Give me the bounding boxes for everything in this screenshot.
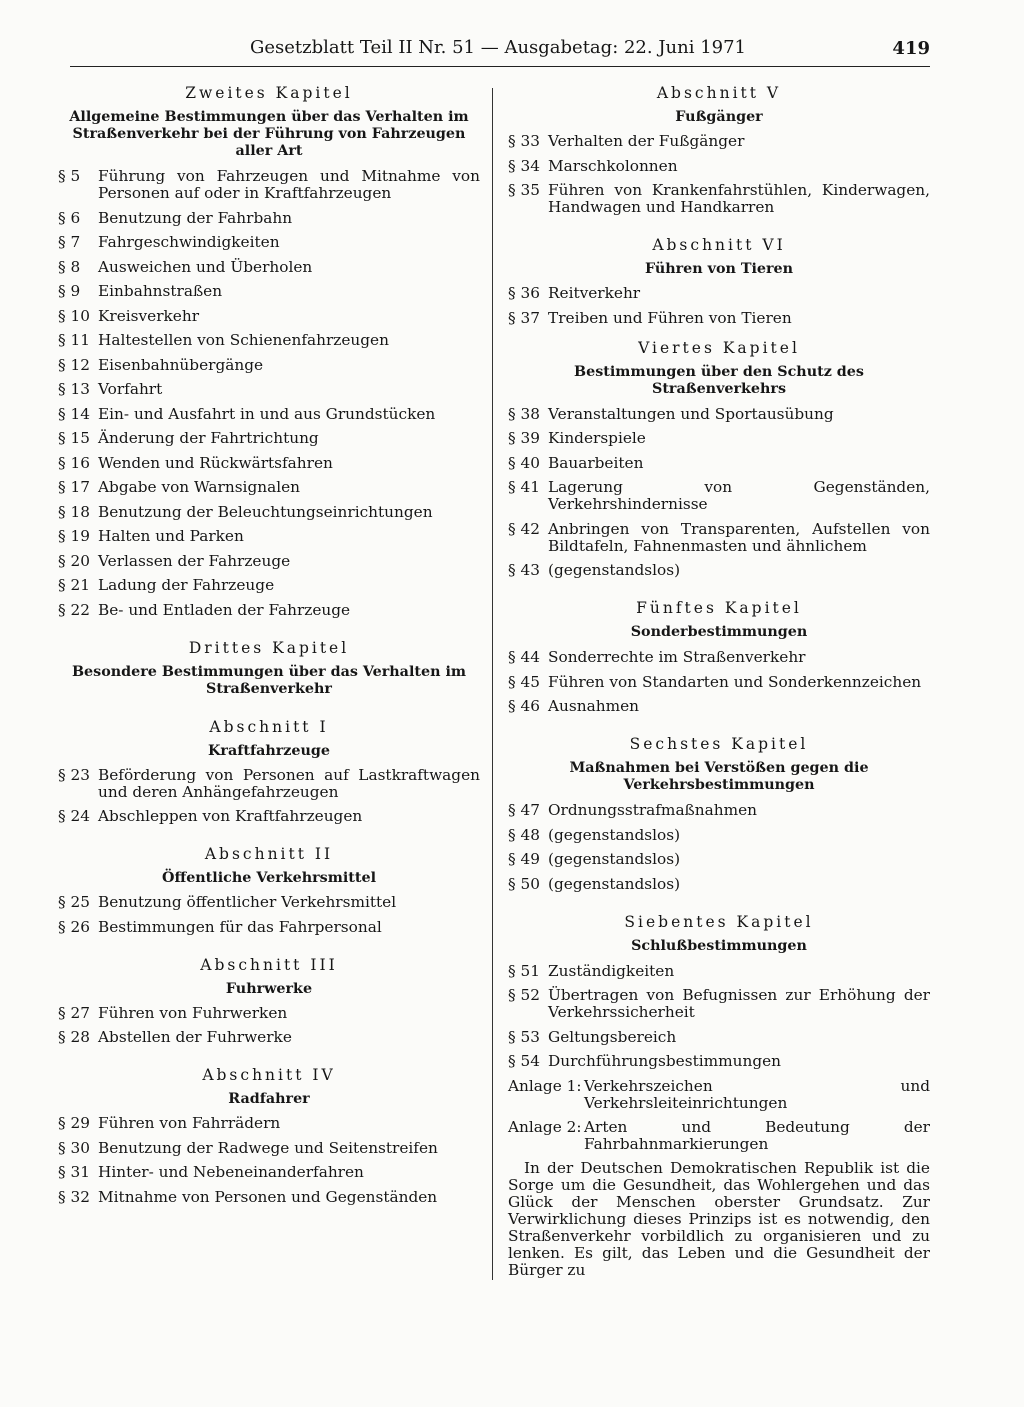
paragraph-number: § 15 [58, 429, 90, 447]
paragraph-title: Ordnungsstrafmaßnahmen [548, 801, 758, 819]
paragraph-title: Führen von Standarten und Sonderkennzeichen [548, 672, 922, 691]
paragraph-title: Bauarbeiten [548, 453, 644, 472]
section-heading: Abschnitt IV [202, 1066, 336, 1084]
toc-item [58, 430, 480, 447]
toc-item [508, 310, 930, 327]
paragraph-title: Abschleppen von Kraftfahrzeugen [98, 807, 363, 825]
toc-item [58, 504, 480, 521]
toc-item [58, 808, 480, 825]
header-title: Gesetzblatt Teil II Nr. 51 — Ausgabetag: 22. Juni 1971 [250, 37, 747, 58]
toc-list [58, 1005, 480, 1047]
section-title: Radfahrer [228, 1091, 310, 1107]
chapter-heading: Fünftes Kapitel [636, 599, 802, 617]
toc-item [508, 158, 930, 175]
paragraph-title: Geltungsbereich [548, 1027, 677, 1046]
toc-item [58, 767, 480, 801]
toc-list [58, 894, 480, 936]
section-heading: Abschnitt III [200, 955, 338, 974]
toc-item [508, 851, 930, 868]
paragraph-number: § 35 [508, 181, 540, 199]
toc-item [508, 182, 930, 216]
column-divider [492, 88, 493, 1280]
paragraph-number: § 34 [508, 156, 540, 175]
paragraph-title: Ein- und Ausfahrt in und aus Grundstücken [98, 404, 436, 423]
section-title: Fuhrwerke [225, 980, 313, 997]
paragraph-title: Ausweichen und Überholen [98, 257, 313, 276]
paragraph-number: § 20 [58, 551, 90, 570]
paragraph-number: § 44 [508, 648, 540, 666]
paragraph-title: Verlassen der Fahrzeuge [98, 551, 291, 570]
toc-item [508, 562, 930, 579]
paragraph-title: Bestimmungen für das Fahrpersonal [98, 917, 382, 936]
toc-item [508, 1029, 930, 1046]
paragraph-number: § 32 [58, 1187, 90, 1206]
paragraph-title: Zuständigkeiten [548, 961, 675, 980]
paragraph-number: § 52 [508, 986, 540, 1004]
right-column [508, 84, 930, 1279]
paragraph-title: Anbringen von Transparenten, Aufstellen von Bildtafeln, Fahnenmasten und ähnlichem [548, 519, 930, 555]
chapter-title: Maßnahmen bei Verstößen gegen die Verkehrsbestimmungen [569, 760, 869, 793]
page-number: 419 [892, 38, 930, 59]
toc-item [508, 649, 930, 666]
toc-list [508, 133, 930, 216]
paragraph-number: § 36 [508, 284, 540, 302]
toc-item [58, 308, 480, 325]
toc-item [508, 827, 930, 844]
toc-item [58, 406, 480, 423]
section-heading: Abschnitt VI [652, 236, 786, 254]
paragraph-number: § 28 [58, 1028, 90, 1046]
paragraph-title: Durchführungsbestimmungen [548, 1052, 782, 1070]
chapter-title: Besondere Bestimmungen über das Verhalten im Straßenverkehr [71, 663, 467, 697]
paragraph-title: Haltestellen von Schienenfahrzeugen [98, 331, 389, 349]
section-heading: Abschnitt V [656, 84, 782, 102]
paragraph-number: § 33 [508, 132, 540, 150]
toc-item [58, 168, 480, 202]
paragraph-title: Treiben und Führen von Tieren [548, 308, 792, 327]
chapter-heading: Drittes Kapitel [188, 638, 350, 657]
toc-item [58, 1005, 480, 1022]
paragraph-title: (gegenstandslos) [548, 850, 681, 868]
toc-item [58, 455, 480, 472]
toc-item [508, 876, 930, 893]
paragraph-number: § 26 [58, 917, 90, 936]
toc-item [58, 894, 480, 911]
paragraph-number: § 46 [508, 697, 540, 715]
toc-item [58, 1164, 480, 1181]
paragraph-title: Einbahnstraßen [98, 282, 223, 300]
page-header [70, 30, 930, 70]
section-title: Öffentliche Verkehrsmittel [162, 870, 376, 886]
paragraph-title: Beförderung von Personen auf Lastkraftwagen und deren Anhängefahrzeugen [98, 765, 480, 801]
toc-list [508, 406, 930, 580]
paragraph-title: Marschkolonnen [548, 156, 678, 175]
toc-item [508, 802, 930, 819]
attachment-text: Arten und Bedeutung der Fahrbahnmarkierungen [584, 1117, 930, 1153]
paragraph-title: Fahrgeschwindigkeiten [98, 233, 280, 251]
paragraph-number: § 10 [58, 306, 90, 325]
paragraph-title: Reitverkehr [548, 284, 641, 302]
paragraph-number: § 18 [58, 502, 90, 521]
paragraph-number: § 48 [508, 825, 540, 844]
paragraph-title: (gegenstandslos) [548, 825, 681, 844]
toc-item [58, 919, 480, 936]
paragraph-title: Kreisverkehr [98, 306, 200, 325]
paragraph-number: § 16 [58, 453, 90, 472]
paragraph-number: § 43 [508, 561, 540, 579]
paragraph-title: Benutzung öffentlicher Verkehrsmittel [98, 893, 397, 911]
paragraph-title: Änderung der Fahrtrichtung [98, 429, 319, 447]
paragraph-title: Vorfahrt [98, 380, 163, 398]
paragraph-number: § 42 [508, 519, 540, 538]
paragraph-title: Eisenbahnübergänge [98, 355, 264, 374]
paragraph-number: § 51 [508, 961, 540, 980]
paragraph-title: Benutzung der Fahrbahn [98, 208, 293, 227]
attachment-item [508, 1078, 930, 1112]
section-heading: Abschnitt II [204, 845, 334, 863]
toc-item [508, 430, 930, 447]
toc-item [58, 234, 480, 251]
paragraph-number: § 54 [508, 1052, 540, 1070]
toc-item [58, 357, 480, 374]
paragraph-title: (gegenstandslos) [548, 561, 681, 579]
chapter-title: Schlußbestimmungen [631, 937, 807, 954]
toc-item [58, 283, 480, 300]
toc-item [58, 577, 480, 594]
paragraph-number: § 14 [58, 404, 90, 423]
paragraph-title: Führung von Fahrzeugen und Mitnahme von Personen auf oder in Kraftfahrzeugen [98, 167, 480, 202]
toc-item [58, 381, 480, 398]
paragraph-number: § 49 [508, 850, 540, 868]
paragraph-number: § 40 [508, 453, 540, 472]
toc-list [508, 285, 930, 327]
paragraph-number: § 29 [58, 1114, 90, 1132]
paragraph-title: Be- und Entladen der Fahrzeuge [98, 600, 351, 619]
paragraph-number: § 45 [508, 672, 540, 691]
left-column [58, 84, 480, 1213]
section-title: Fußgänger [675, 109, 763, 125]
paragraph-number: § 41 [508, 478, 540, 496]
toc-item [508, 521, 930, 555]
paragraph-number: § 39 [508, 429, 540, 447]
paragraph-number: § 53 [508, 1027, 540, 1046]
toc-item [508, 963, 930, 980]
body-paragraph: In der Deutschen Demokratischen Republik ist die Sorge um die Gesundheit, das Wohlergehen und das Glück der Menschen oberster Grundsatz. Zur Verwirklichung dieses Prinzips ist es notwendig, den Straßenverkehr vorbildlich zu organisieren und zu lenken. Es gilt, das Leben und die Gesundheit der Bürger zu [508, 1158, 930, 1279]
paragraph-title: Kinderspiele [548, 429, 646, 447]
paragraph-number: § 47 [508, 801, 540, 819]
paragraph-title: Übertragen von Befugnissen zur Erhöhung der Verkehrssicherheit [548, 986, 930, 1021]
paragraph-number: § 50 [508, 874, 540, 893]
paragraph-title: Führen von Krankenfahrstühlen, Kinderwagen, Handwagen und Handkarren [548, 181, 930, 216]
toc-list [58, 168, 480, 619]
toc-list [58, 1115, 480, 1206]
paragraph-number: § 13 [58, 380, 90, 398]
paragraph-title: Ausnahmen [548, 697, 639, 715]
toc-list [508, 963, 930, 1071]
toc-item [58, 553, 480, 570]
paragraph-number: § 31 [58, 1163, 90, 1181]
chapter-title: Sonderbestimmungen [630, 624, 808, 640]
chapter-title: Allgemeine Bestimmungen über das Verhalten im Straßenverkehr bei der Führung von Fahrzeugen aller Art [69, 109, 469, 159]
paragraph-number: § 7 [58, 233, 81, 251]
paragraph-title: Führen von Fahrrädern [98, 1114, 281, 1132]
toc-item [508, 698, 930, 715]
paragraph-title: Ladung der Fahrzeuge [98, 576, 275, 594]
section-title: Führen von Tieren [644, 261, 794, 277]
toc-item [508, 479, 930, 513]
toc-item [58, 1029, 480, 1046]
toc-item [508, 133, 930, 150]
paragraph-number: § 21 [58, 576, 90, 594]
paragraph-number: § 38 [508, 404, 540, 423]
toc-list [508, 649, 930, 715]
paragraph-title: Mitnahme von Personen und Gegenständen [98, 1187, 438, 1206]
attachment-text: Verkehrszeichen und Verkehrsleiteinrichtungen [584, 1076, 930, 1112]
paragraph-title: Führen von Fuhrwerken [98, 1003, 288, 1022]
chapter-heading: Siebentes Kapitel [624, 912, 814, 931]
toc-item [508, 674, 930, 691]
chapter-title: Bestimmungen über den Schutz des Straßenverkehrs [574, 363, 864, 397]
toc-item [58, 1115, 480, 1132]
paragraph-title: Wenden und Rückwärtsfahren [98, 453, 333, 472]
chapter-heading: Zweites Kapitel [185, 84, 353, 102]
toc-item [508, 406, 930, 423]
attachment-label: Anlage 2: [508, 1117, 582, 1136]
paragraph-number: § 12 [58, 355, 90, 374]
paragraph-title: Benutzung der Radwege und Seitenstreifen [98, 1138, 438, 1157]
paragraph-title: Abgabe von Warnsignalen [98, 478, 301, 496]
paragraph-number: § 23 [58, 765, 90, 784]
section-heading: Abschnitt I [209, 717, 329, 736]
paragraph-number: § 37 [508, 308, 540, 327]
toc-item [58, 602, 480, 619]
toc-item [58, 1140, 480, 1157]
paragraph-number: § 22 [58, 600, 90, 619]
toc-item [508, 455, 930, 472]
chapter-heading: Viertes Kapitel [638, 338, 800, 357]
paragraph-title: Sonderrechte im Straßenverkehr [548, 648, 806, 666]
paragraph-number: § 5 [58, 167, 81, 185]
chapter-heading: Sechstes Kapitel [629, 735, 809, 753]
toc-item [508, 285, 930, 302]
paragraph-number: § 25 [58, 893, 90, 911]
paragraph-number: § 27 [58, 1003, 90, 1022]
toc-item [58, 1189, 480, 1206]
paragraph-title: Benutzung der Beleuchtungseinrichtungen [98, 502, 433, 521]
section-title: Kraftfahrzeuge [207, 742, 331, 759]
toc-item [58, 528, 480, 545]
toc-item [508, 1053, 930, 1070]
paragraph-number: § 17 [58, 478, 90, 496]
toc-list [508, 802, 930, 893]
paragraph-number: § 6 [58, 208, 81, 227]
paragraph-number: § 8 [58, 257, 81, 276]
paragraph-number: § 11 [58, 331, 90, 349]
toc-item [58, 479, 480, 496]
paragraph-title: Halten und Parken [98, 527, 244, 545]
paragraph-title: Hinter- und Nebeneinanderfahren [98, 1163, 364, 1181]
toc-item [508, 987, 930, 1021]
toc-item [58, 332, 480, 349]
attachment-item [508, 1119, 930, 1153]
paragraph-title: Veranstaltungen und Sportausübung [548, 404, 834, 423]
paragraph-title: Abstellen der Fuhrwerke [98, 1028, 292, 1046]
toc-item [58, 210, 480, 227]
paragraph-number: § 24 [58, 807, 90, 825]
attachment-label: Anlage 1: [508, 1076, 582, 1095]
paragraph-title: (gegenstandslos) [548, 874, 681, 893]
toc-list [58, 767, 480, 826]
paragraph-number: § 9 [58, 282, 81, 300]
paragraph-number: § 19 [58, 527, 90, 545]
paragraph-title: Verhalten der Fußgänger [548, 132, 745, 150]
header-rule [70, 66, 930, 67]
paragraph-number: § 30 [58, 1138, 90, 1157]
toc-item [58, 259, 480, 276]
paragraph-title: Lagerung von Gegenständen, Verkehrshindernisse [548, 478, 930, 513]
